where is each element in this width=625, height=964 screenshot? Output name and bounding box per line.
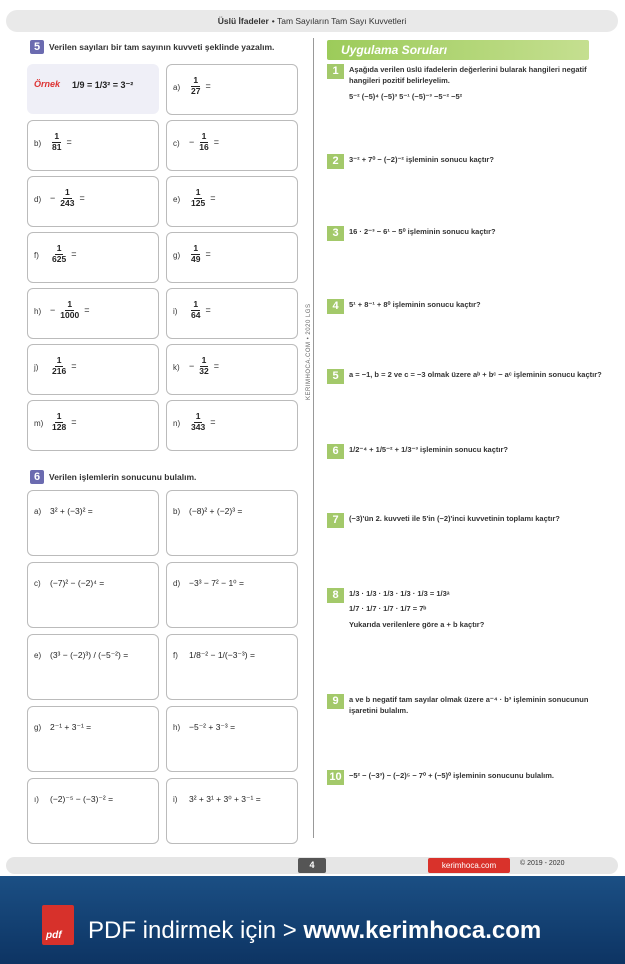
equals-sign: = [71, 361, 77, 372]
question-text: 3⁻² + 7⁰ − (−2)⁻² işleminin sonucu kaçtır? [349, 155, 494, 164]
question-subtext: Yukarıda verilenlere göre a + b kaçtır? [349, 619, 485, 629]
denominator: 1000 [60, 309, 80, 320]
fraction [50, 412, 68, 433]
exercise-label: c) [34, 579, 41, 588]
exercise-label: d) [173, 579, 181, 588]
equals-sign: = [213, 361, 219, 372]
question-item [327, 513, 609, 528]
question-item [327, 694, 609, 717]
question-text: (−3)'ün 2. kuvveti ile 5'in (−2)'inci kuvvetinin toplamı kaçtır? [349, 514, 560, 523]
exercise-expression: (−8)² + (−2)³ = [189, 506, 243, 516]
question-number: 3 [327, 226, 344, 241]
operation-exercise-cell [27, 562, 159, 628]
exercise-expression: 2⁻¹ + 3⁻¹ = [50, 722, 92, 732]
practice-banner: Uygulama Soruları [327, 40, 589, 60]
equals-sign: = [210, 417, 216, 428]
exercise-expression [50, 244, 76, 265]
exercise-label: f) [34, 251, 39, 260]
exercise-expression: 3² + 3¹ + 3⁰ + 3⁻¹ = [189, 794, 261, 804]
minus-sign: − [50, 305, 56, 316]
exercise-label: m) [34, 419, 44, 428]
numerator: 1 [201, 355, 207, 365]
question-number: 8 [327, 588, 344, 603]
question-body [349, 369, 609, 384]
denominator: 343 [191, 421, 206, 432]
power-exercise-cell [27, 120, 159, 171]
question-text: a = −1, b = 2 ve c = −3 olmak üzere aᵇ + bᶜ − aᶜ işleminin sonucu kaçtır? [349, 370, 602, 379]
minus-sign: − [189, 361, 195, 372]
fraction [197, 356, 210, 377]
question-text: 16 · 2⁻³ − 6¹ − 5⁰ işleminin sonucu kaçtır? [349, 227, 496, 236]
question-item [327, 770, 609, 785]
question-number: 1 [327, 64, 344, 79]
fraction [189, 188, 207, 209]
exercise-label: b) [34, 139, 42, 148]
operation-exercise-cell [27, 490, 159, 556]
question-text: 1/2⁻⁴ + 1/5⁻² + 1/3⁻³ işleminin sonucu kaçtır? [349, 445, 508, 454]
exercise-expression [50, 300, 89, 321]
example-cell [27, 64, 159, 114]
download-url[interactable]: www.kerimhoca.com [303, 917, 542, 944]
brand-badge[interactable]: kerimhoca.com [428, 858, 510, 873]
exercise-label: a) [34, 507, 42, 516]
section5-heading [30, 40, 274, 54]
section6-number: 6 [30, 470, 44, 484]
section5-title: Verilen sayıları bir tam sayının kuvveti şeklinde yazalım. [49, 42, 275, 52]
exercise-expression [50, 412, 76, 433]
exercise-expression: 3² + (−3)² = [50, 506, 93, 516]
minus-sign: − [50, 193, 56, 204]
exercise-expression: −3³ − 7² − 1⁰ = [189, 578, 244, 588]
exercise-expression [189, 188, 215, 209]
fraction [58, 188, 76, 209]
example-label: Örnek [34, 79, 61, 89]
page-number: 4 [298, 858, 326, 873]
question-number: 4 [327, 299, 344, 314]
question-body [349, 513, 609, 528]
column-divider [313, 38, 314, 838]
download-prompt: PDF indirmek için > [88, 917, 304, 944]
question-number: 6 [327, 444, 344, 459]
power-exercise-cell [166, 288, 298, 339]
exercise-expression: (−2)⁻⁵ − (−3)⁻² = [50, 794, 114, 804]
fraction [50, 132, 63, 153]
power-exercise-cell [27, 344, 159, 395]
numerator: 1 [64, 187, 70, 197]
equals-sign: = [71, 417, 77, 428]
denominator: 128 [52, 421, 67, 432]
section6-title: Verilen işlemlerin sonucunu bulalım. [49, 472, 197, 482]
equals-sign: = [79, 193, 85, 204]
exercise-expression [189, 76, 211, 97]
copyright: © 2019 - 2020 [520, 860, 565, 867]
operation-exercise-cell [27, 706, 159, 772]
exercise-label: g) [34, 723, 42, 732]
numerator: 1 [193, 243, 199, 253]
question-body [349, 770, 609, 785]
denominator: 216 [52, 365, 67, 376]
equals-sign: = [205, 249, 211, 260]
power-exercise-cell [27, 232, 159, 283]
operation-exercise-cell [27, 778, 159, 844]
operation-exercise-cell [166, 706, 298, 772]
exercise-label: f) [173, 651, 178, 660]
denominator: 625 [52, 253, 67, 264]
numerator: 1 [56, 411, 62, 421]
exercise-label: a) [173, 83, 181, 92]
exercise-expression [50, 356, 76, 377]
equals-sign: = [210, 193, 216, 204]
exercise-label: ı) [34, 795, 39, 804]
exercise-expression [189, 132, 219, 153]
question-body [349, 299, 609, 314]
exercise-expression [189, 356, 219, 377]
exercise-expression: (−7)² − (−2)⁴ = [50, 578, 105, 588]
numerator: 1 [56, 355, 62, 365]
exercise-expression [189, 412, 215, 433]
question-body [349, 444, 609, 459]
question-body [349, 64, 609, 102]
exercise-label: i) [173, 795, 178, 804]
question-text: a ve b negatif tam sayılar olmak üzere a⁻⁴ · b³ işleminin sonucunun işaretini bulalım. [349, 695, 589, 716]
exercise-label: n) [173, 419, 181, 428]
power-exercise-cell [166, 64, 298, 115]
numerator: 1 [195, 187, 201, 197]
numerator: 1 [195, 411, 201, 421]
question-body [349, 588, 609, 630]
question-item [327, 369, 609, 384]
power-exercise-cell [27, 400, 159, 451]
exercise-label: e) [34, 651, 42, 660]
vertical-watermark: KERIMHOCA.COM • 2020 LGS [306, 303, 312, 400]
question-number: 9 [327, 694, 344, 709]
minus-sign: − [189, 137, 195, 148]
question-number: 5 [327, 369, 344, 384]
fraction [50, 356, 68, 377]
question-item [327, 588, 609, 630]
operation-exercise-cell [166, 634, 298, 700]
denominator: 32 [199, 365, 209, 376]
fraction [197, 132, 210, 153]
denominator: 16 [199, 141, 209, 152]
exercise-expression: −5⁻² + 3⁻³ = [189, 722, 236, 732]
exercise-label: c) [173, 139, 180, 148]
numerator: 1 [193, 299, 199, 309]
exercise-expression: (3³ − (−2)³) / (−5⁻²) = [50, 650, 129, 660]
pdf-icon[interactable] [42, 905, 74, 945]
question-number: 10 [327, 770, 344, 785]
example-expression: 1/9 = 1/3² = 3⁻² [72, 80, 134, 90]
exercise-expression: 1/8⁻² − 1/(−3⁻³) = [189, 650, 255, 660]
exercise-label: e) [173, 195, 181, 204]
question-item [327, 154, 609, 169]
exercise-label: h) [34, 307, 42, 316]
fraction [50, 244, 68, 265]
denominator: 64 [191, 309, 201, 320]
question-text: 5¹ + 8⁻¹ + 8⁰ işleminin sonucu kaçtır? [349, 300, 481, 309]
section6-heading [30, 470, 196, 484]
question-body [349, 694, 609, 717]
numerator: 1 [67, 299, 73, 309]
question-subtext: 1/7 · 1/7 · 1/7 · 1/7 = 7ᵇ [349, 604, 427, 614]
question-item [327, 299, 609, 314]
denominator: 49 [191, 253, 201, 264]
exercise-expression [189, 244, 211, 265]
numerator: 1 [201, 131, 207, 141]
power-exercise-cell [166, 232, 298, 283]
question-text: Aşağıda verilen üslü ifadelerin değerlerini bularak hangileri negatif hangileri pozitif belirleyelim. [349, 65, 587, 86]
equals-sign: = [205, 305, 211, 316]
exercise-expression [50, 132, 72, 153]
exercise-expression [189, 300, 211, 321]
fraction [189, 76, 202, 97]
fraction [189, 300, 202, 321]
operation-exercise-cell [166, 778, 298, 844]
denominator: 27 [191, 85, 201, 96]
header-topic: Üslü İfadeler [217, 16, 269, 26]
numerator: 1 [193, 75, 199, 85]
operation-exercise-cell [27, 634, 159, 700]
exercise-label: b) [173, 507, 181, 516]
equals-sign: = [66, 137, 72, 148]
operation-exercise-cell [166, 490, 298, 556]
fraction [58, 300, 81, 321]
question-item [327, 226, 609, 241]
power-exercise-cell [166, 400, 298, 451]
power-exercise-cell [27, 288, 159, 339]
question-text: −5² − (−3³) − (−2)⁵ − 7⁰ + (−5)⁰ işleminin sonucunu bulalım. [349, 771, 555, 780]
page-header [6, 10, 618, 32]
denominator: 125 [191, 197, 206, 208]
exercise-label: j) [34, 363, 39, 372]
exercise-label: i) [173, 307, 178, 316]
exercise-label: h) [173, 723, 181, 732]
denominator: 81 [52, 141, 62, 152]
question-subtext: 5⁻² (−5)⁴ (−5)³ 5⁻¹ (−5)⁻³ −5⁻² −5² [349, 91, 463, 101]
equals-sign: = [71, 249, 77, 260]
power-exercise-cell [166, 344, 298, 395]
question-number: 2 [327, 154, 344, 169]
power-exercise-cell [166, 176, 298, 227]
question-body [349, 226, 609, 241]
download-text[interactable] [88, 917, 541, 945]
equals-sign: = [213, 137, 219, 148]
fraction [189, 412, 207, 433]
numerator: 1 [54, 131, 60, 141]
exercise-expression [50, 188, 85, 209]
numerator: 1 [56, 243, 62, 253]
equals-sign: = [205, 81, 211, 92]
operation-exercise-cell [166, 562, 298, 628]
header-subtopic: • Tam Sayıların Tam Sayı Kuvvetleri [271, 16, 407, 26]
question-text: 1/3 · 1/3 · 1/3 · 1/3 · 1/3 = 1/3ᵃ [349, 589, 450, 598]
exercise-label: d) [34, 195, 42, 204]
power-exercise-cell [166, 120, 298, 171]
pdf-icon-label: pdf [46, 930, 62, 941]
equals-sign: = [84, 305, 90, 316]
fraction [189, 244, 202, 265]
question-item [327, 64, 609, 102]
section5-number: 5 [30, 40, 44, 54]
exercise-label: k) [173, 363, 180, 372]
exercise-label: g) [173, 251, 181, 260]
power-exercise-cell [27, 176, 159, 227]
question-body [349, 154, 609, 169]
question-number: 7 [327, 513, 344, 528]
denominator: 243 [60, 197, 75, 208]
question-item [327, 444, 609, 459]
